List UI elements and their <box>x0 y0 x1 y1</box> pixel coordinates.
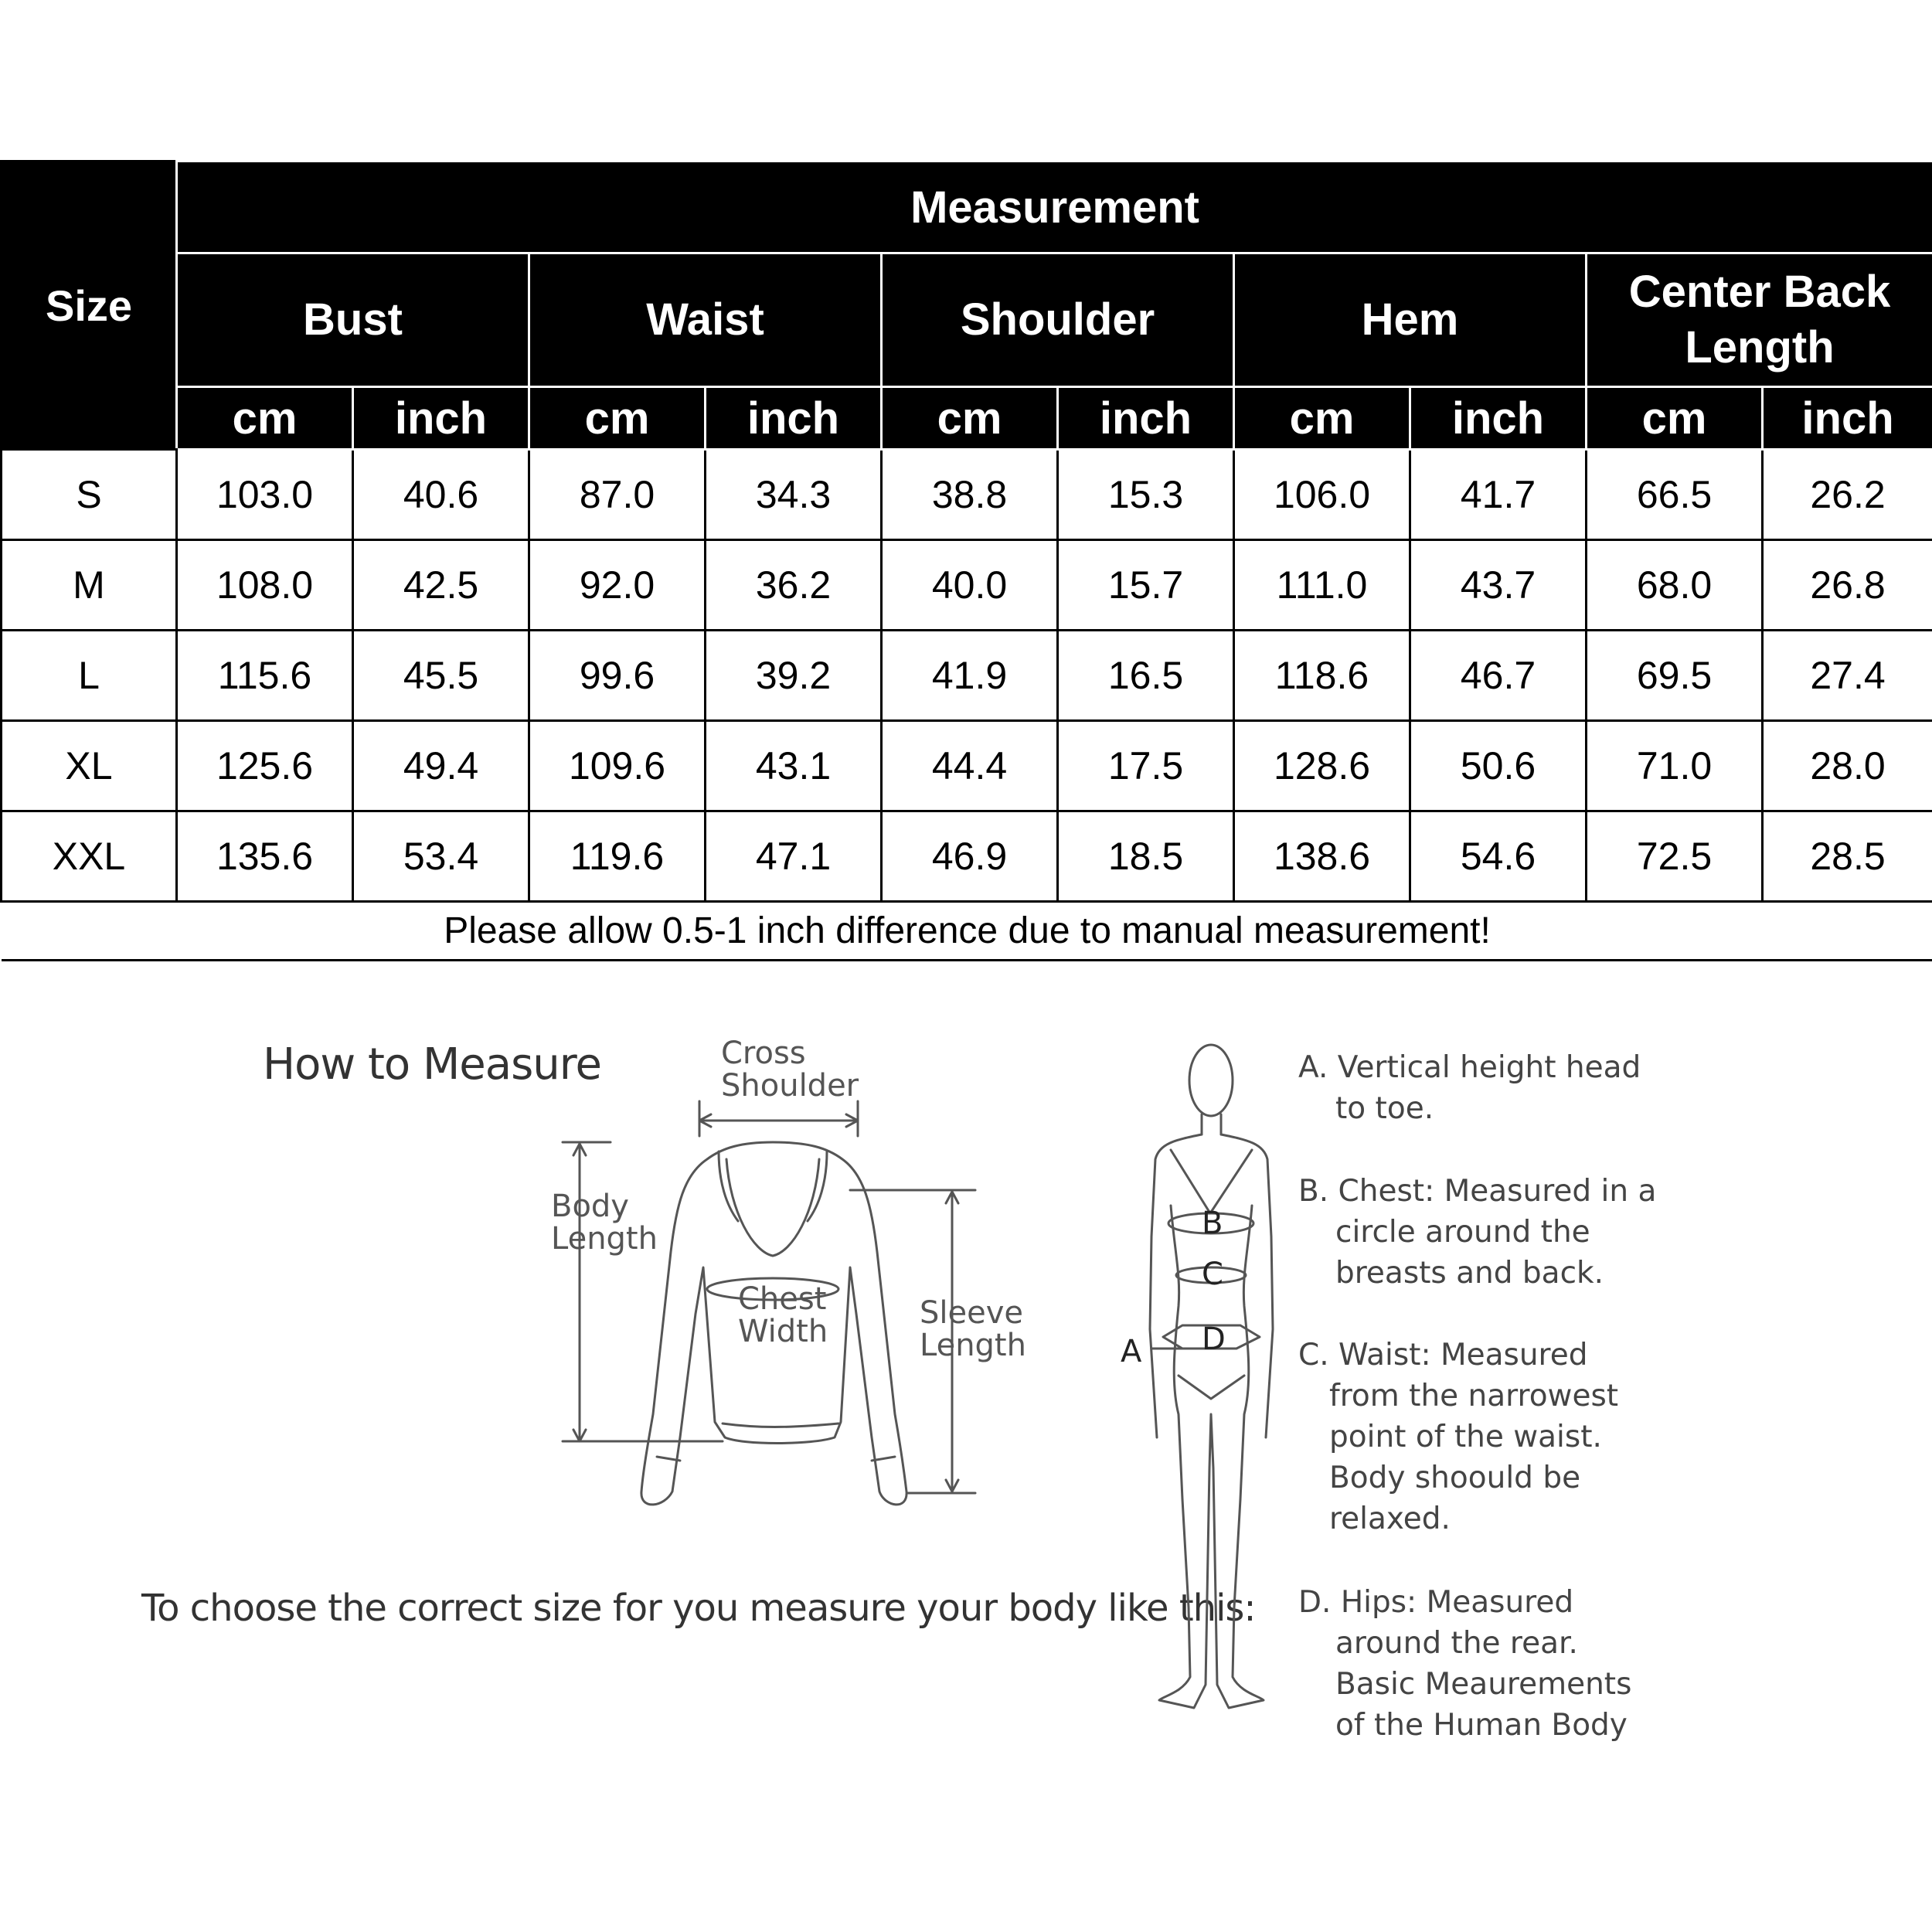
value-cell: 103.0 <box>177 450 353 540</box>
value-cell: 26.8 <box>1763 540 1932 631</box>
unit-header: inch <box>1763 387 1932 450</box>
value-cell: 34.3 <box>706 450 882 540</box>
marker-a: A <box>1121 1334 1142 1369</box>
value-cell: 72.5 <box>1587 811 1763 902</box>
sweater-illustration <box>641 1142 906 1505</box>
unit-header: cm <box>1587 387 1763 450</box>
value-cell: 39.2 <box>706 631 882 721</box>
unit-header: cm <box>529 387 706 450</box>
sleeve-length-label: Sleeve Length <box>920 1295 1026 1363</box>
measurement-note: Please allow 0.5-1 inch difference due to manual measurement! <box>2 902 1932 961</box>
size-cell: S <box>2 450 177 540</box>
legend-c: C. Waist: Measured from the narrowest point of the waist. Body shoould be relaxed. <box>1298 1338 1619 1536</box>
cross-shoulder-arrow <box>699 1101 858 1136</box>
value-cell: 43.1 <box>706 721 882 811</box>
value-cell: 125.6 <box>177 721 353 811</box>
chest-width-label: Chest Width <box>738 1281 828 1349</box>
group-header-hem: Hem <box>1234 253 1587 387</box>
value-cell: 18.5 <box>1058 811 1234 902</box>
value-cell: 27.4 <box>1763 631 1932 721</box>
value-cell: 54.6 <box>1410 811 1587 902</box>
value-cell: 45.5 <box>353 631 529 721</box>
unit-header: inch <box>353 387 529 450</box>
value-cell: 71.0 <box>1587 721 1763 811</box>
value-cell: 49.4 <box>353 721 529 811</box>
value-cell: 118.6 <box>1234 631 1410 721</box>
value-cell: 106.0 <box>1234 450 1410 540</box>
value-cell: 108.0 <box>177 540 353 631</box>
size-cell: L <box>2 631 177 721</box>
size-cell: M <box>2 540 177 631</box>
value-cell: 66.5 <box>1587 450 1763 540</box>
value-cell: 138.6 <box>1234 811 1410 902</box>
value-cell: 41.7 <box>1410 450 1587 540</box>
value-cell: 119.6 <box>529 811 706 902</box>
value-cell: 87.0 <box>529 450 706 540</box>
value-cell: 44.4 <box>882 721 1058 811</box>
marker-b: B <box>1202 1206 1223 1241</box>
value-cell: 40.6 <box>353 450 529 540</box>
legend-d: D. Hips: Measured around the rear. Basic Meaurements of the Human Body <box>1298 1585 1632 1743</box>
unit-header: inch <box>1410 387 1587 450</box>
measurement-header: Measurement <box>177 162 1932 253</box>
value-cell: 46.7 <box>1410 631 1587 721</box>
unit-header: cm <box>1234 387 1410 450</box>
cross-shoulder-label: Cross Shoulder <box>721 1036 859 1104</box>
value-cell: 40.0 <box>882 540 1058 631</box>
value-cell: 38.8 <box>882 450 1058 540</box>
value-cell: 15.7 <box>1058 540 1234 631</box>
value-cell: 50.6 <box>1410 721 1587 811</box>
legend-a: A. Vertical height head to toe. <box>1298 1050 1641 1126</box>
value-cell: 28.5 <box>1763 811 1932 902</box>
group-header-bust: Bust <box>177 253 529 387</box>
instruction-text: To choose the correct size for you measure your body like this: <box>141 1587 1256 1630</box>
value-cell: 36.2 <box>706 540 882 631</box>
value-cell: 26.2 <box>1763 450 1932 540</box>
value-cell: 115.6 <box>177 631 353 721</box>
size-cell: XXL <box>2 811 177 902</box>
body-length-label: Body Length <box>551 1189 658 1257</box>
marker-c: C <box>1202 1257 1223 1292</box>
value-cell: 43.7 <box>1410 540 1587 631</box>
value-cell: 15.3 <box>1058 450 1234 540</box>
value-cell: 99.6 <box>529 631 706 721</box>
value-cell: 135.6 <box>177 811 353 902</box>
value-cell: 46.9 <box>882 811 1058 902</box>
legend-b: B. Chest: Measured in a circle around the breasts and back. <box>1298 1174 1657 1291</box>
size-cell: XL <box>2 721 177 811</box>
size-column-header: Size <box>2 162 177 450</box>
value-cell: 16.5 <box>1058 631 1234 721</box>
group-header-waist: Waist <box>529 253 882 387</box>
value-cell: 109.6 <box>529 721 706 811</box>
human-body-outline <box>1150 1045 1273 1708</box>
value-cell: 42.5 <box>353 540 529 631</box>
value-cell: 41.9 <box>882 631 1058 721</box>
value-cell: 111.0 <box>1234 540 1410 631</box>
unit-header: inch <box>706 387 882 450</box>
group-header-shoulder: Shoulder <box>882 253 1234 387</box>
group-header-center-back-length: Center Back Length <box>1587 253 1932 387</box>
unit-header: cm <box>177 387 353 450</box>
sleeve-length-arrow <box>850 1190 975 1493</box>
value-cell: 128.6 <box>1234 721 1410 811</box>
value-cell: 53.4 <box>353 811 529 902</box>
value-cell: 92.0 <box>529 540 706 631</box>
value-cell: 28.0 <box>1763 721 1932 811</box>
value-cell: 69.5 <box>1587 631 1763 721</box>
how-to-measure-title: How to Measure <box>263 1039 601 1090</box>
unit-header: inch <box>1058 387 1234 450</box>
unit-header: cm <box>882 387 1058 450</box>
value-cell: 17.5 <box>1058 721 1234 811</box>
marker-d: D <box>1202 1321 1226 1357</box>
value-cell: 68.0 <box>1587 540 1763 631</box>
value-cell: 47.1 <box>706 811 882 902</box>
